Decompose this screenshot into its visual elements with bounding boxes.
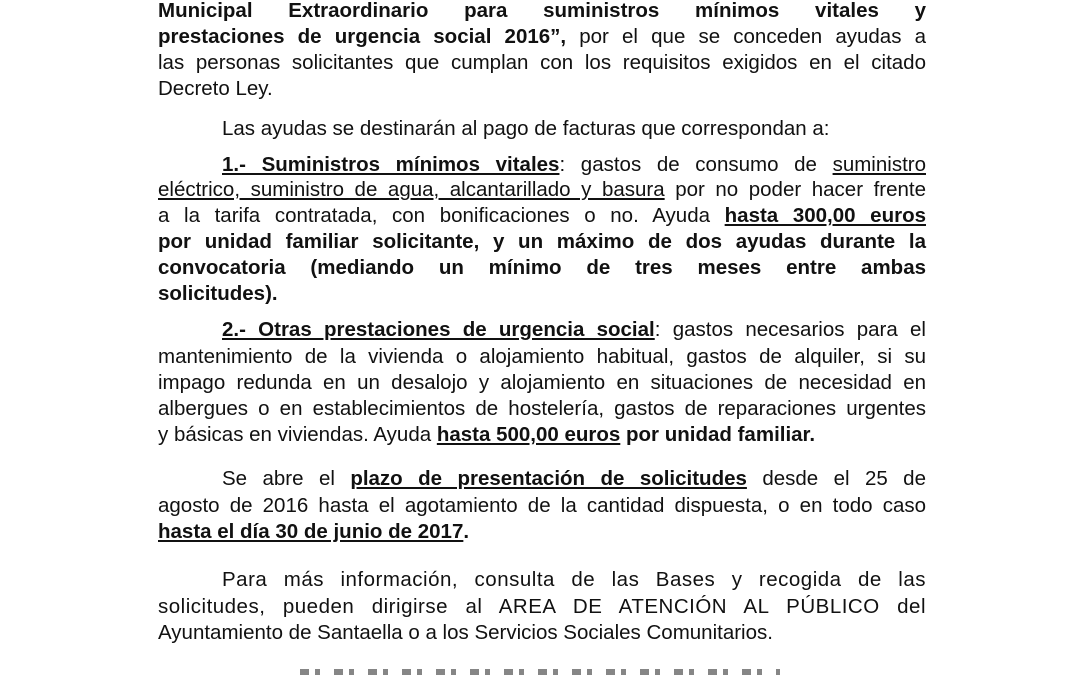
item2-text: albergues o en establecimientos de hostelería, gastos de reparaciones urgentes bbox=[158, 397, 926, 420]
item2-colon: : bbox=[654, 318, 661, 341]
plazo-text: agosto de 2016 hasta el agotamiento de la cantidad dispuesta, o en todo caso bbox=[158, 494, 926, 517]
info-line-3 bbox=[158, 620, 926, 646]
cutoff-line-fragment bbox=[300, 669, 780, 675]
item1-text: a la tarifa contratada, con bonificaciones o no. Ayuda bbox=[158, 204, 725, 227]
item1-line-6 bbox=[158, 281, 926, 307]
item1-underlined-text: eléctrico, suministro de agua, alcantarillado y basura bbox=[158, 178, 665, 201]
info-line-2 bbox=[158, 594, 926, 620]
item1-underlined-text: suministro bbox=[832, 153, 926, 176]
item2-text: impago redunda en un desalojo y alojamiento en situaciones de necesidad en bbox=[158, 371, 926, 394]
item1-text: por no poder hacer frente bbox=[664, 178, 927, 201]
info-text: solicitudes, pueden dirigirse al AREA DE ATENCIÓN AL PÚBLICO del bbox=[158, 595, 926, 618]
item1-line-4 bbox=[158, 229, 926, 255]
item1-line-3 bbox=[158, 203, 926, 229]
intro-text: por el que se conceden ayudas a bbox=[566, 25, 926, 48]
intro-text: Decreto Ley. bbox=[158, 77, 273, 100]
item1-bold-text: convocatoria (mediando un mínimo de tres meses entre ambas bbox=[158, 256, 926, 279]
item1-bold-text: por unidad familiar solicitante, y un máximo de dos ayudas durante la bbox=[158, 230, 926, 253]
item2-line-1 bbox=[222, 317, 926, 343]
plazo-period: . bbox=[463, 520, 470, 543]
item2-text: mantenimiento de la vivienda o alojamiento habitual, gastos de alquiler, si su bbox=[158, 345, 926, 368]
plazo-text: Se abre el bbox=[222, 467, 351, 490]
item1-text: gastos de consumo de bbox=[565, 153, 833, 176]
intro-bold-title-2: prestaciones de urgencia social 2016”, bbox=[158, 25, 567, 48]
intro-line-2 bbox=[158, 24, 926, 50]
plazo-text: desde el 25 de bbox=[746, 467, 926, 490]
plazo-end-date: hasta el día 30 de junio de 2017 bbox=[158, 520, 464, 543]
item2-bold-text: por unidad familiar. bbox=[620, 423, 816, 446]
item2-line-2 bbox=[158, 344, 926, 370]
item2-heading: 2.- Otras prestaciones de urgencia social bbox=[222, 318, 655, 341]
item1-line-2 bbox=[158, 177, 926, 203]
intro-line-4 bbox=[158, 76, 926, 102]
intro-line-1 bbox=[158, 0, 926, 24]
item1-bold-text: solicitudes). bbox=[158, 282, 278, 305]
item2-text: y básicas en viviendas. Ayuda bbox=[158, 423, 437, 446]
info-line-1 bbox=[222, 567, 926, 593]
plazo-line-2 bbox=[158, 493, 926, 519]
purpose-text: Las ayudas se destinarán al pago de facturas que correspondan a: bbox=[222, 117, 830, 140]
plazo-deadline-title: plazo de presentación de solicitudes bbox=[350, 467, 747, 490]
plazo-line-1 bbox=[222, 466, 926, 492]
info-text: Para más información, consulta de las Bases y recogida de las bbox=[222, 568, 926, 591]
info-text: Ayuntamiento de Santaella o a los Servicios Sociales Comunitarios. bbox=[158, 621, 773, 644]
item1-line-5 bbox=[158, 255, 926, 281]
item1-amount: hasta 300,00 euros bbox=[724, 204, 926, 227]
intro-text: las personas solicitantes que cumplan con los requisitos exigidos en el citado bbox=[158, 51, 926, 74]
purpose-line bbox=[222, 116, 829, 142]
intro-bold-title-1: Municipal Extraordinario para suministros mínimos vitales y bbox=[158, 0, 926, 22]
item1-line-1 bbox=[222, 152, 926, 178]
item2-line-3 bbox=[158, 370, 926, 396]
intro-line-3 bbox=[158, 50, 926, 76]
item2-line-4 bbox=[158, 396, 926, 422]
item2-line-5 bbox=[158, 422, 926, 448]
item1-heading: 1.- Suministros mínimos vitales bbox=[222, 153, 560, 176]
item2-text: gastos necesarios para el bbox=[660, 318, 926, 341]
item2-amount: hasta 500,00 euros bbox=[436, 423, 621, 446]
item1-colon: : bbox=[559, 153, 566, 176]
plazo-line-3 bbox=[158, 519, 926, 545]
